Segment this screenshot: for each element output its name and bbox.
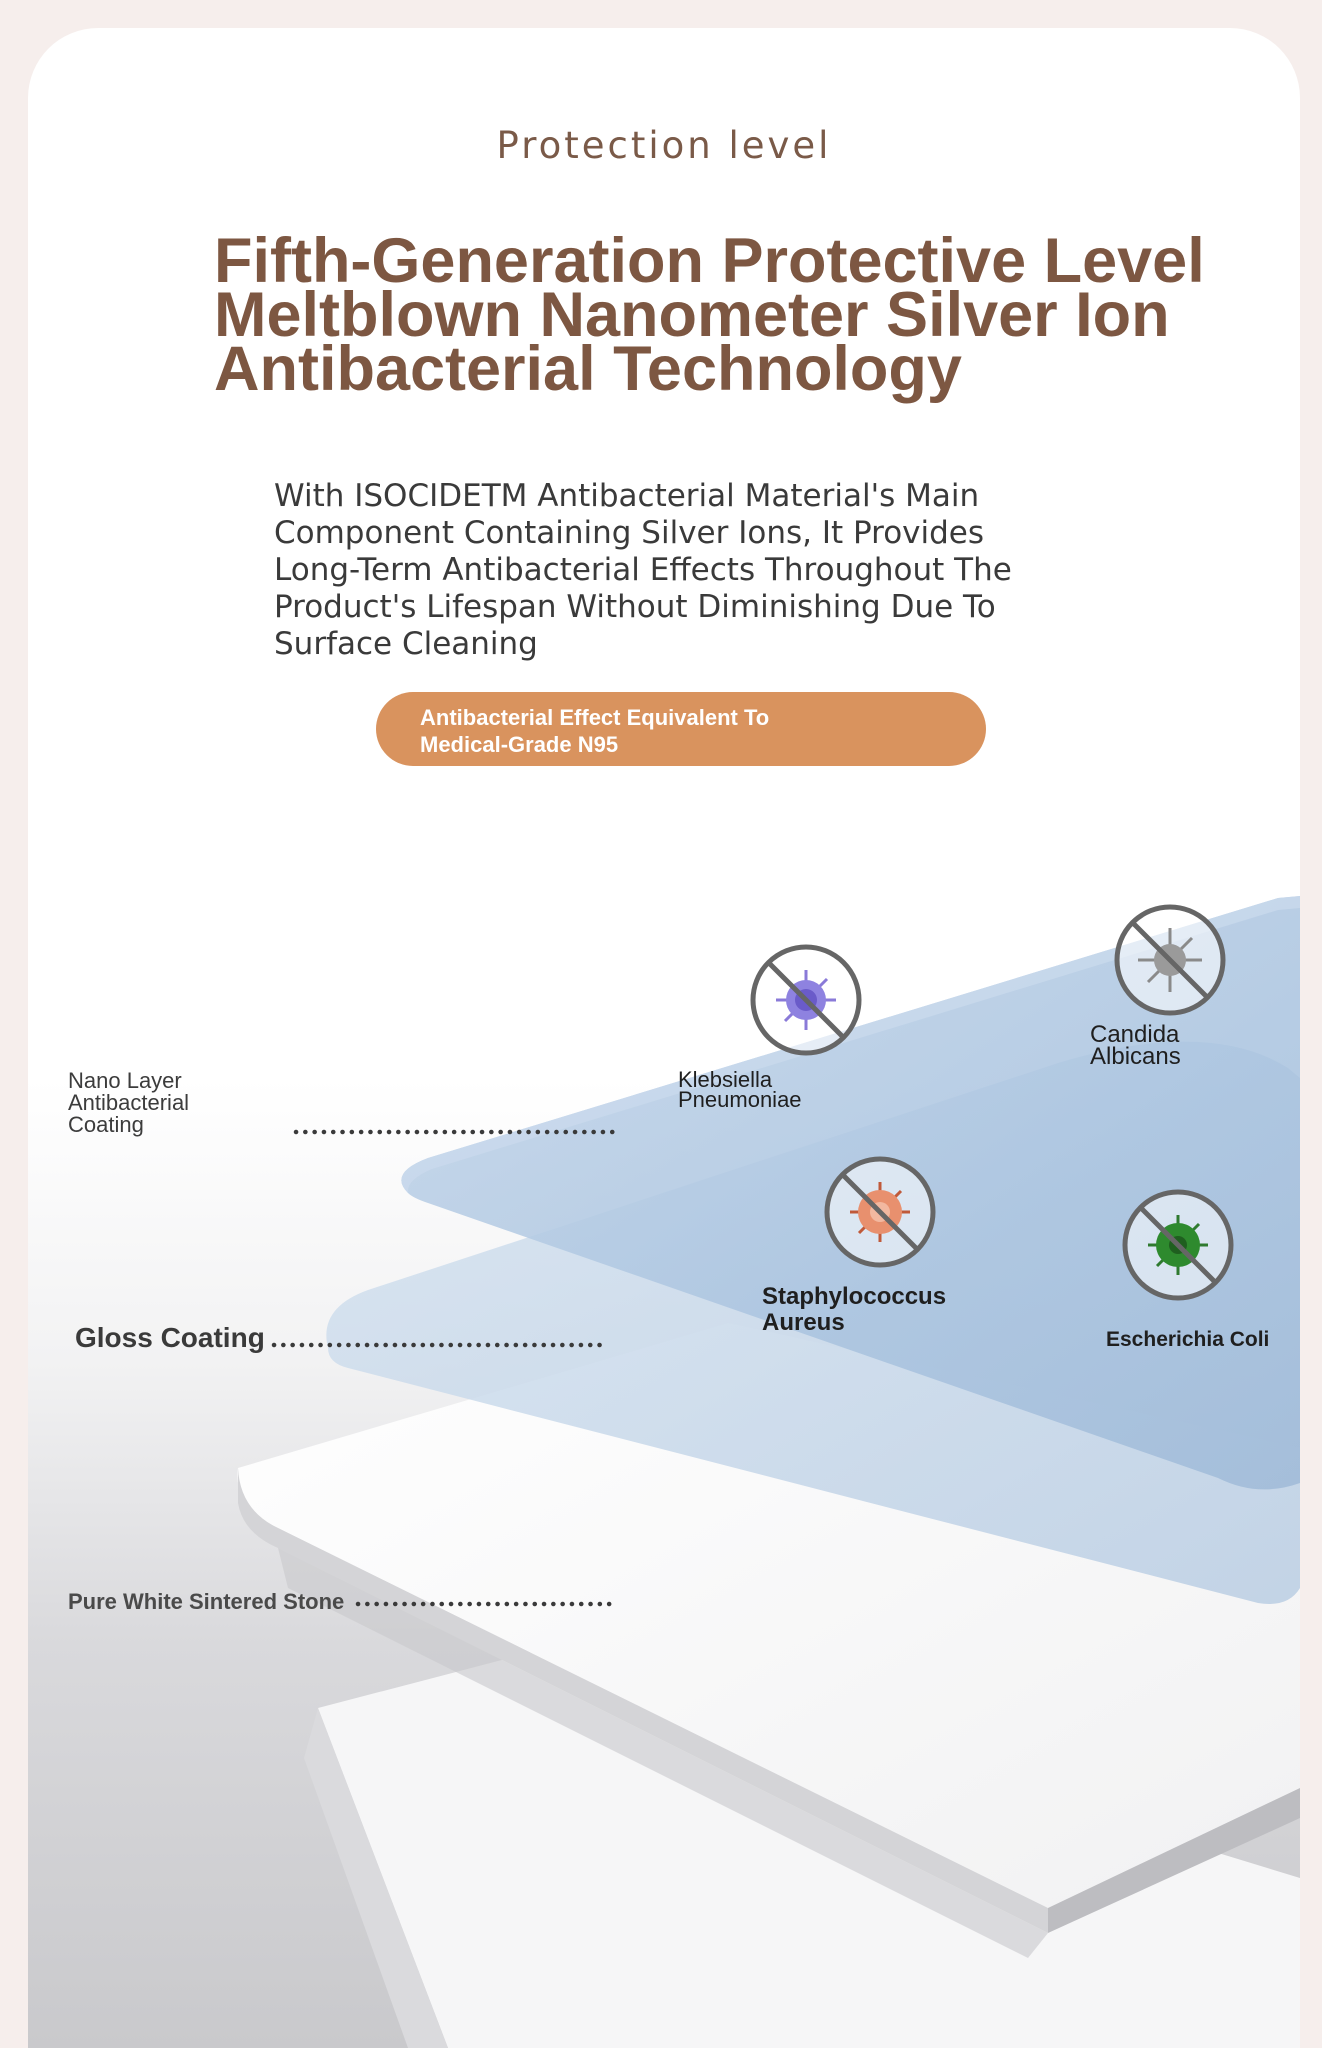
- layer-label-stone: Pure White Sintered Stone: [68, 1589, 345, 1614]
- badge-text: [420, 704, 960, 758]
- description-line: Product's Lifespan Without Diminishing Due To: [274, 589, 996, 625]
- section-overline: Protection level: [496, 124, 832, 167]
- no-bacteria-gray-icon: [1117, 907, 1223, 1013]
- bacteria-label-staph: [762, 1284, 946, 1336]
- description-line: Long-Term Antibacterial Effects Throughout The: [274, 552, 1012, 588]
- layer-label-line: Antibacterial: [68, 1090, 190, 1115]
- bacteria-label-klebsiella: [678, 1067, 802, 1112]
- title-line: Antibacterial Technology: [214, 334, 962, 404]
- badge-line: Antibacterial Effect Equivalent To: [420, 705, 770, 730]
- no-bacteria-purple-icon: [753, 947, 859, 1053]
- bacteria-label-line: Staphylococcus: [762, 1283, 947, 1310]
- layer-label-nano: [68, 1070, 268, 1136]
- no-bacteria-green-icon: [1125, 1192, 1231, 1298]
- product-card: [28, 28, 1300, 2048]
- layer-label-gloss: Gloss Coating: [75, 1322, 265, 1353]
- title-line: Fifth-Generation Protective Level: [214, 226, 1205, 296]
- badge-line: Medical-Grade N95: [420, 732, 619, 757]
- bacteria-label-ecoli: Escherichia Coli: [1106, 1328, 1270, 1351]
- description: [274, 478, 1094, 663]
- layer-label-line: Nano Layer: [68, 1068, 182, 1093]
- bacteria-label-line: Aureus: [762, 1309, 845, 1336]
- layer-label-line: Coating: [68, 1112, 144, 1137]
- page-title: [214, 226, 1274, 404]
- bacteria-label-line: Candida: [1090, 1021, 1180, 1048]
- bacteria-label-line: Albicans: [1090, 1043, 1181, 1070]
- no-bacteria-orange-icon: [827, 1159, 933, 1265]
- bacteria-label-candida: [1090, 1021, 1181, 1070]
- bacteria-label-line: Pneumoniae: [678, 1087, 802, 1112]
- description-line: Component Containing Silver Ions, It Provides: [274, 515, 985, 551]
- title-line: Meltblown Nanometer Silver Ion: [214, 280, 1170, 350]
- bacteria-label-line: Klebsiella: [678, 1067, 773, 1092]
- n95-badge: [376, 692, 986, 766]
- description-line: With ISOCIDETM Antibacterial Material's Main: [274, 478, 980, 514]
- description-line: Surface Cleaning: [274, 626, 538, 662]
